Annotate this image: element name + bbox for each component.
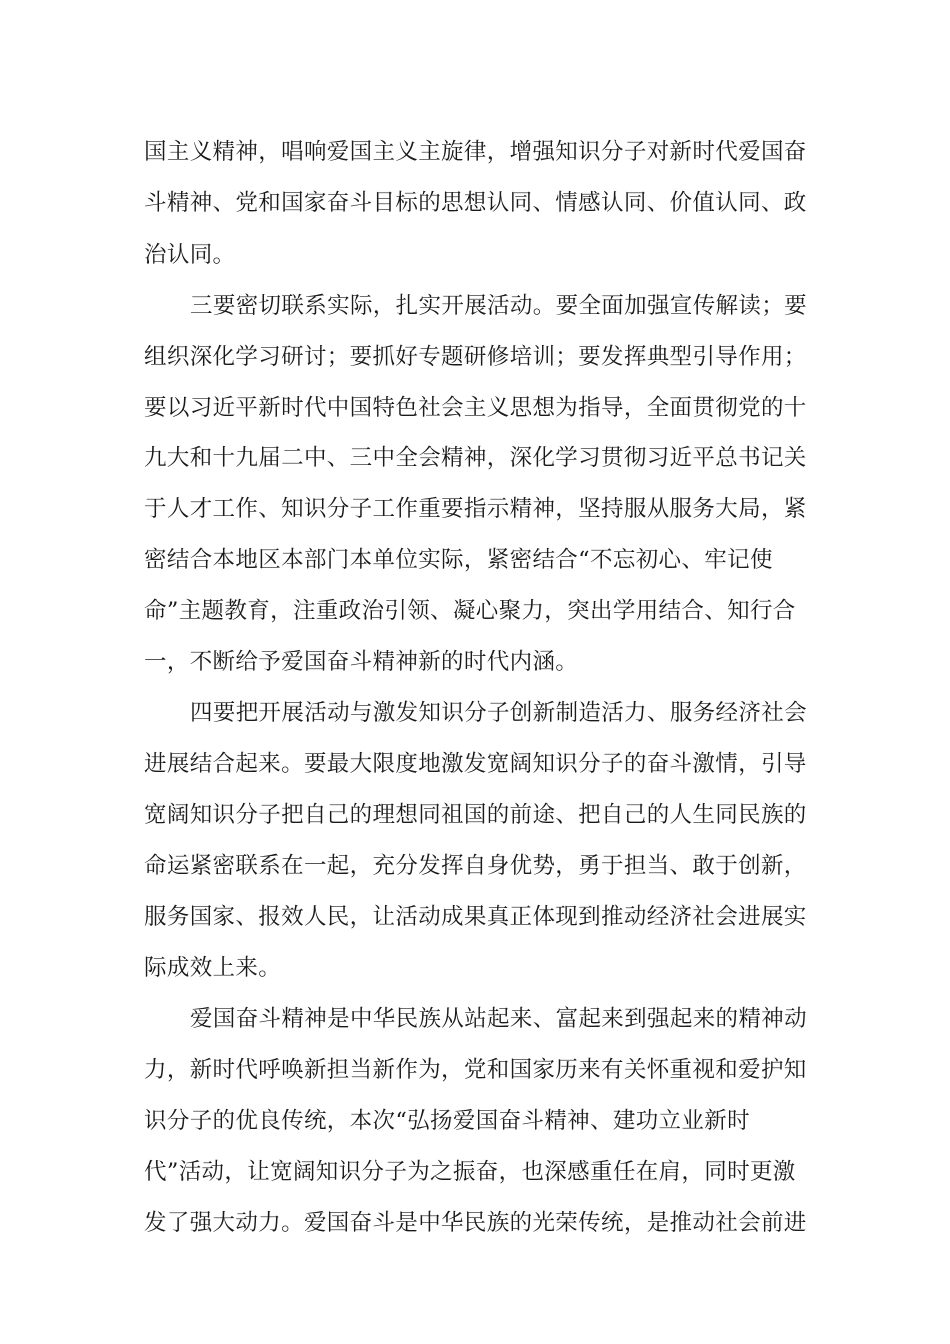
- paragraph-3-line-5: 服务国家、报效人民，让活动成果真正体现到推动经济社会进展实: [144, 904, 807, 930]
- paragraph-4-line-5: 发了强大动力。爱国奋斗是中华民族的光荣传统，是推动社会前进: [144, 1210, 807, 1236]
- paragraph-2-line-2: 组织深化学习研讨；要抓好专题研修培训；要发挥典型引导作用；: [144, 344, 807, 370]
- paragraph-2-line-1: 三要密切联系实际，扎实开展活动。要全面加强宣传解读；要: [190, 293, 807, 319]
- paragraph-2-line-3: 要以习近平新时代中国特色社会主义思想为指导，全面贯彻党的十: [144, 395, 807, 421]
- paragraph-1-line-2: 斗精神、党和国家奋斗目标的思想认同、情感认同、价值认同、政: [144, 190, 807, 216]
- paragraph-4-line-4: 代”活动，让宽阔知识分子为之振奋，也深感重任在肩，同时更激: [144, 1159, 796, 1185]
- paragraph-2-line-5: 于人才工作、知识分子工作重要指示精神，坚持服从服务大局，紧: [144, 496, 807, 522]
- paragraph-3-line-3: 宽阔知识分子把自己的理想同祖国的前途、把自己的人生同民族的: [144, 802, 807, 828]
- paragraph-2-line-8: 一，不断给予爱国奋斗精神新的时代内涵。: [144, 649, 579, 675]
- paragraph-2-line-4: 九大和十九届二中、三中全会精神，深化学习贯彻习近平总书记关: [144, 445, 807, 471]
- paragraph-2-line-6: 密结合本地区本部门本单位实际，紧密结合“不忘初心、牢记使: [144, 547, 773, 573]
- paragraph-1-line-1: 国主义精神，唱响爱国主义主旋律，增强知识分子对新时代爱国奋: [144, 139, 807, 165]
- paragraph-4-line-3: 识分子的优良传统，本次“弘扬爱国奋斗精神、建功立业新时: [144, 1108, 750, 1134]
- paragraph-1-line-3: 治认同。: [144, 242, 236, 268]
- paragraph-3-line-1: 四要把开展活动与激发知识分子创新制造活力、服务经济社会: [190, 700, 807, 726]
- paragraph-3-line-6: 际成效上来。: [144, 955, 282, 981]
- paragraph-4-line-2: 力，新时代呼唤新担当新作为，党和国家历来有关怀重视和爱护知: [144, 1057, 807, 1083]
- paragraph-4-line-1: 爱国奋斗精神是中华民族从站起来、富起来到强起来的精神动: [190, 1006, 807, 1032]
- paragraph-2-line-7: 命”主题教育，注重政治引领、凝心聚力，突出学用结合、知行合: [144, 598, 796, 624]
- paragraph-3-line-2: 进展结合起来。要最大限度地激发宽阔知识分子的奋斗激情，引导: [144, 751, 807, 777]
- paragraph-3-line-4: 命运紧密联系在一起，充分发挥自身优势，勇于担当、敢于创新，: [144, 853, 807, 879]
